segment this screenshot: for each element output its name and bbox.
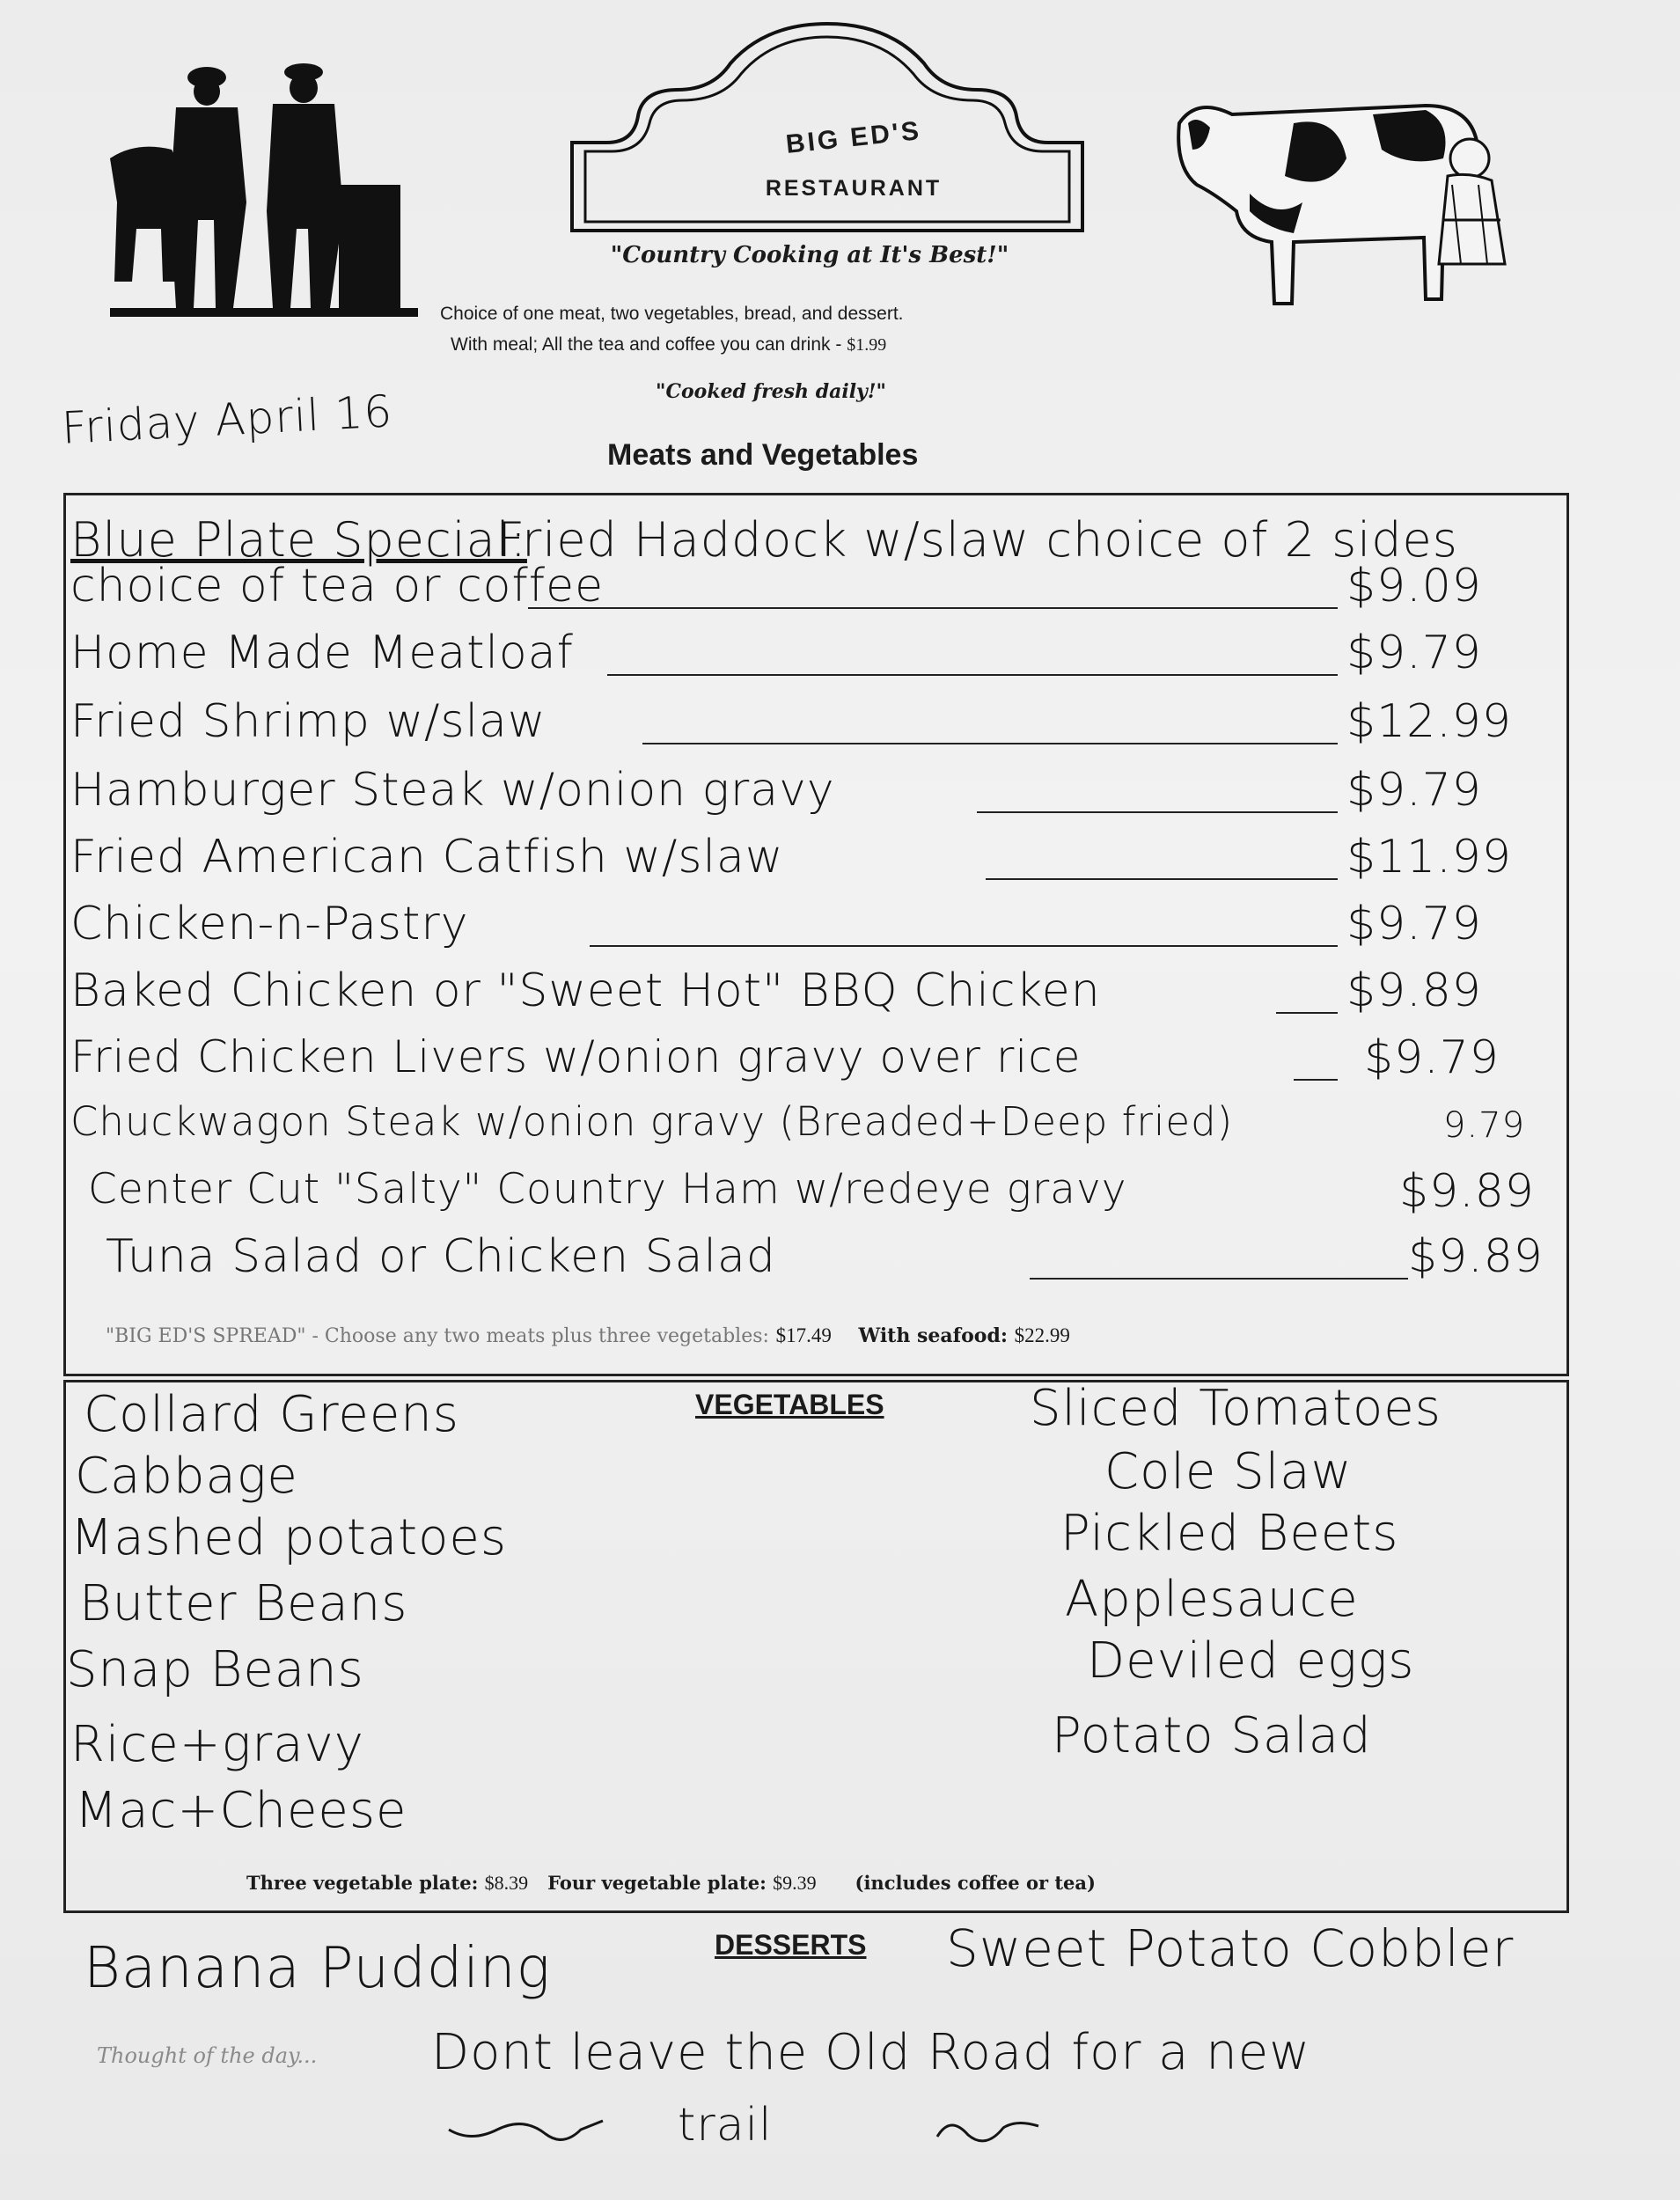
meat-item-row xyxy=(70,1230,1566,1285)
leader-line xyxy=(528,607,1338,609)
meat-item-price: $12.99 xyxy=(1346,695,1512,748)
vegetable-plate-prices xyxy=(246,1872,1096,1895)
meat-item-price: $9.09 xyxy=(1346,560,1482,612)
meat-item-row xyxy=(70,627,1566,681)
sign-title: BIG ED'S xyxy=(784,116,923,159)
vegetable-item: Mac+Cheese xyxy=(75,1782,407,1839)
drink-price: $1.99 xyxy=(847,335,887,355)
vegetable-item: Collard Greens xyxy=(84,1386,459,1443)
meat-item-row xyxy=(70,831,1566,885)
meat-item-row xyxy=(70,898,1566,952)
meat-item-name: Fried American Catfish w/slaw xyxy=(70,831,784,884)
leader-line xyxy=(642,743,1338,744)
vegetable-item: Butter Beans xyxy=(79,1575,408,1632)
farmers-silhouette-icon xyxy=(110,53,418,317)
meat-item-price: $9.79 xyxy=(1346,627,1482,679)
vegetable-item: Applesauce xyxy=(1065,1571,1359,1628)
sign-subtitle: RESTAURANT xyxy=(765,176,943,201)
four-veg-label: Four vegetable plate: xyxy=(547,1872,767,1894)
blue-plate-special-label: Blue Plate Special: xyxy=(70,512,527,568)
meat-item-price: $9.79 xyxy=(1346,764,1482,817)
leader-line xyxy=(1276,1012,1338,1014)
meat-item-price: $9.89 xyxy=(1346,964,1482,1017)
meat-item-row xyxy=(70,764,1566,818)
meat-item-price: $9.79 xyxy=(1346,898,1482,950)
meat-item-price: 9.79 xyxy=(1443,1105,1526,1146)
four-veg-price: $9.39 xyxy=(773,1872,817,1894)
vegetable-item: Deviled eggs xyxy=(1087,1632,1415,1690)
vegetable-item: Potato Salad xyxy=(1052,1707,1372,1764)
meat-item-name: choice of tea or coffee xyxy=(70,560,605,612)
vegetable-item: Snap Beans xyxy=(66,1641,364,1698)
choice-line-1: Choice of one meat, two vegetables, bread, and dessert. xyxy=(440,304,904,324)
leader-line xyxy=(977,811,1338,813)
meat-item-name: Fried Chicken Livers w/onion gravy over rice xyxy=(70,1031,1082,1082)
meat-item-row xyxy=(70,560,1566,614)
vegetable-item: Cabbage xyxy=(75,1448,298,1505)
meat-item-price: $9.79 xyxy=(1364,1031,1500,1084)
three-veg-price: $8.39 xyxy=(484,1872,529,1894)
meat-item-price: $11.99 xyxy=(1346,831,1512,884)
meat-item-row xyxy=(70,964,1566,1019)
choice-line-2 xyxy=(451,334,886,356)
meat-item-name: Chuckwagon Steak w/onion gravy (Breaded+Deep fried) xyxy=(70,1098,1234,1145)
vegetable-item: Sliced Tomatoes xyxy=(1030,1380,1442,1437)
meat-item-name: Tuna Salad or Chicken Salad xyxy=(106,1230,776,1283)
meat-item-name: Center Cut "Salty" Country Ham w/redeye gravy xyxy=(88,1165,1127,1214)
leader-line xyxy=(607,674,1338,676)
cooked-fresh-text: "Cooked fresh daily!" xyxy=(656,380,886,403)
vegetable-item: Rice+gravy xyxy=(70,1716,364,1773)
squiggle-left-icon xyxy=(444,2108,620,2152)
leader-line xyxy=(986,878,1338,880)
vegetable-item: Cole Slaw xyxy=(1104,1443,1353,1500)
seafood-price: $22.99 xyxy=(1014,1324,1070,1346)
thought-line-2: trail xyxy=(678,2099,773,2152)
thought-label: Thought of the day... xyxy=(97,2043,318,2068)
vegetable-item: Mashed potatoes xyxy=(70,1509,508,1566)
meat-item-name: Fried Shrimp w/slaw xyxy=(70,695,547,748)
meat-item-name: Hamburger Steak w/onion gravy xyxy=(70,764,835,817)
spread-price: $17.49 xyxy=(775,1324,832,1346)
blue-plate-special-description: Fried Haddock w/slaw choice of 2 sides xyxy=(497,512,1458,568)
desserts-title: DESSERTS xyxy=(715,1929,867,1961)
seafood-label: With seafood: xyxy=(858,1324,1008,1347)
leader-line xyxy=(590,945,1338,947)
cow-and-milkmaid-icon xyxy=(1162,88,1531,317)
meat-item-row xyxy=(70,695,1566,750)
thought-line-1: Dont leave the Old Road for a new xyxy=(431,2024,1311,2081)
vegetables-title: VEGETABLES xyxy=(695,1389,884,1420)
dessert-right: Sweet Potato Cobbler xyxy=(946,1918,1515,1978)
includes-note: (includes coffee or tea) xyxy=(855,1872,1096,1894)
meat-item-row xyxy=(70,1098,1566,1153)
meats-section-title: Meats and Vegetables xyxy=(607,438,919,472)
choice-line-2-text: With meal; All the tea and coffee you can drink - xyxy=(451,334,847,355)
vegetable-item: Pickled Beets xyxy=(1060,1505,1399,1562)
meat-item-price: $9.89 xyxy=(1408,1230,1544,1283)
meat-item-row xyxy=(70,1031,1566,1086)
meat-item-name: Home Made Meatloaf xyxy=(70,627,574,679)
meat-item-row xyxy=(70,1165,1566,1220)
leader-line xyxy=(1294,1079,1338,1081)
three-veg-label: Three vegetable plate: xyxy=(246,1872,479,1894)
meat-item-price: $9.89 xyxy=(1399,1165,1535,1218)
meat-item-name: Chicken-n-Pastry xyxy=(70,898,469,950)
leader-line xyxy=(1030,1278,1408,1280)
squiggle-right-icon xyxy=(933,2110,1056,2154)
menu-date: Friday April 16 xyxy=(60,385,394,454)
spread-label: "BIG ED'S SPREAD" - Choose any two meats plus three vegetables: xyxy=(106,1325,769,1347)
tagline: "Country Cooking at It's Best!" xyxy=(610,242,1009,268)
big-eds-spread xyxy=(106,1324,1070,1347)
meat-item-name: Baked Chicken or "Sweet Hot" BBQ Chicken xyxy=(70,964,1101,1017)
dessert-left: Banana Pudding xyxy=(84,1936,552,2001)
